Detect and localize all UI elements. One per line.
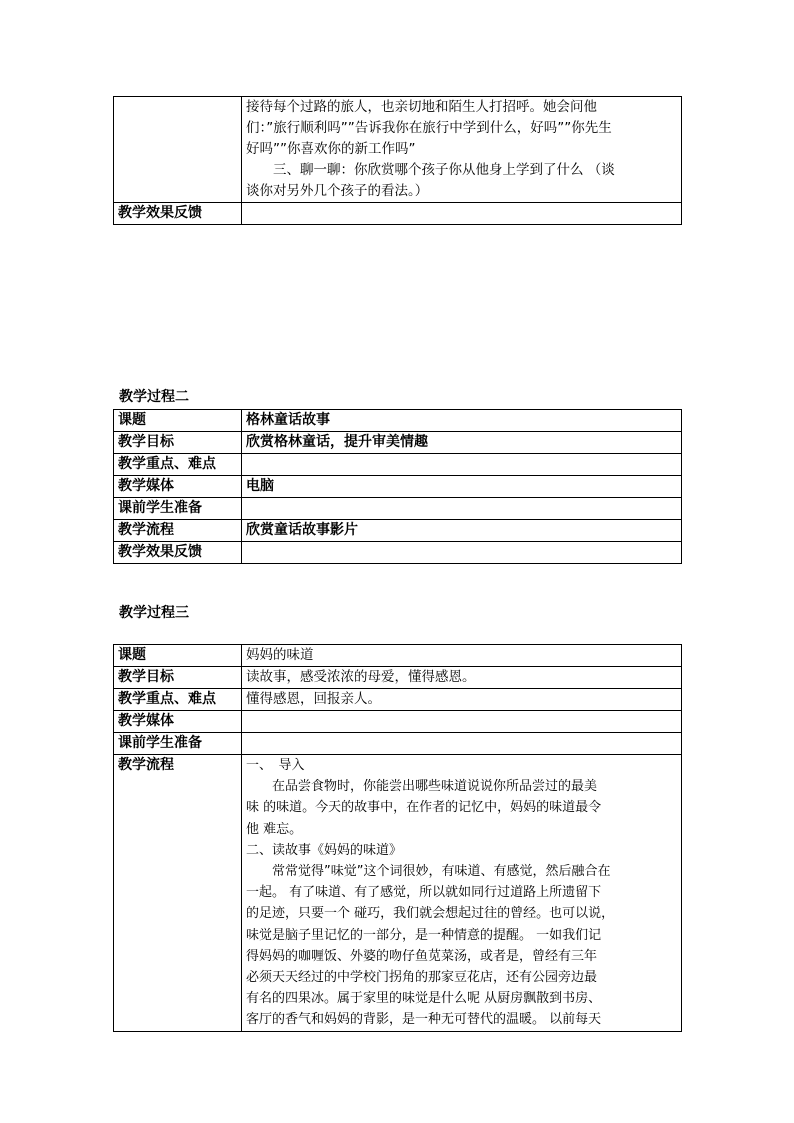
row-value [242,733,682,755]
row-value [242,542,682,564]
row-value: 读故事，感受浓浓的母爱，懂得感恩。 [242,667,682,689]
row-label: 课前学生准备 [114,498,242,520]
row-value: 电脑 [242,476,682,498]
row-value: 妈妈的味道 [242,645,682,667]
text-line: 在品尝食物时，你能尝出哪些味道说说你所品尝过的最美 [272,779,598,795]
row-label: 课题 [114,410,242,432]
row-label: 教学重点、难点 [114,454,242,476]
text-line: 他 难忘。 [246,821,303,837]
row-label: 教学媒体 [114,711,242,733]
flow-heading: 二、读故事《妈妈的味道》 [246,842,403,858]
row-value: 欣赏格林童话，提升审美情趣 [242,432,682,454]
text-line: 必须天天经过的中学校门拐角的那家豆花店，还有公园旁边最 [246,970,598,986]
row-label: 教学流程 [114,520,242,542]
lesson-table-3 [113,644,682,1032]
continuation-table [113,96,682,225]
section-title: 教学过程三 [119,605,189,621]
feedback-value [242,203,682,225]
text-line: 客厅的香气和妈妈的背影，是一种无可替代的温暖。 以前每天 [246,1012,602,1028]
flow-label: 教学流程 [114,755,242,1032]
row-label: 课前学生准备 [114,733,242,755]
text-line: 一起。 有了味道、有了感觉，所以就如同行过道路上所遗留下 [246,885,602,901]
section-title: 教学过程二 [119,389,189,405]
flow-content [242,755,682,1032]
text-line: 的足迹，只要一个 碰巧，我们就会想起过往的曾经。也可以说， [246,906,615,922]
row-label: 教学媒体 [114,476,242,498]
continuation-text-cell [242,97,682,203]
text-line: 好吗””你喜欢你的新工作吗” [246,141,416,157]
row-value [242,498,682,520]
text-line: 得妈妈的咖喱饭、外婆的吻仔鱼苋菜汤，或者是，曾经有三年 [246,948,598,964]
feedback-label: 教学效果反馈 [114,203,242,225]
text-line: 接待每个过路的旅人，也亲切地和陌生人打招呼。她会问他 [246,99,597,115]
text-line: 味觉是脑子里记忆的一部分，是一种情意的提醒。 一如我们记 [246,927,602,943]
row-value: 格林童话故事 [242,410,682,432]
text-line: 们：”旅行顺利吗””告诉我你在旅行中学到什么，好吗””你先生 [246,120,612,136]
row-value: 欣赏童话故事影片 [242,520,682,542]
text-line: 有名的四果冰。属于家里的味觉是什么呢 从厨房飘散到书房、 [246,991,602,1007]
empty-label-cell [114,97,242,203]
text-line: 常常觉得”味觉”这个词很妙，有味道、有感觉，然后融合在 [272,864,611,880]
text-line: 谈你对另外几个孩子的看法。） [246,183,429,199]
row-value [242,454,682,476]
row-value: 懂得感恩，回报亲人。 [242,689,682,711]
text-line: 味 的味道。今天的故事中，在作者的记忆中，妈妈的味道最令 [246,800,602,816]
flow-heading: 一、 导入 [246,758,305,773]
row-value [242,711,682,733]
lesson-table-2 [113,409,682,564]
row-label: 教学目标 [114,667,242,689]
row-label: 教学效果反馈 [114,542,242,564]
row-label: 教学重点、难点 [114,689,242,711]
row-label: 教学目标 [114,432,242,454]
row-label: 课题 [114,645,242,667]
text-line: 三、聊一聊：你欣赏哪个孩子你从他身上学到了什么 （谈 [273,162,615,178]
